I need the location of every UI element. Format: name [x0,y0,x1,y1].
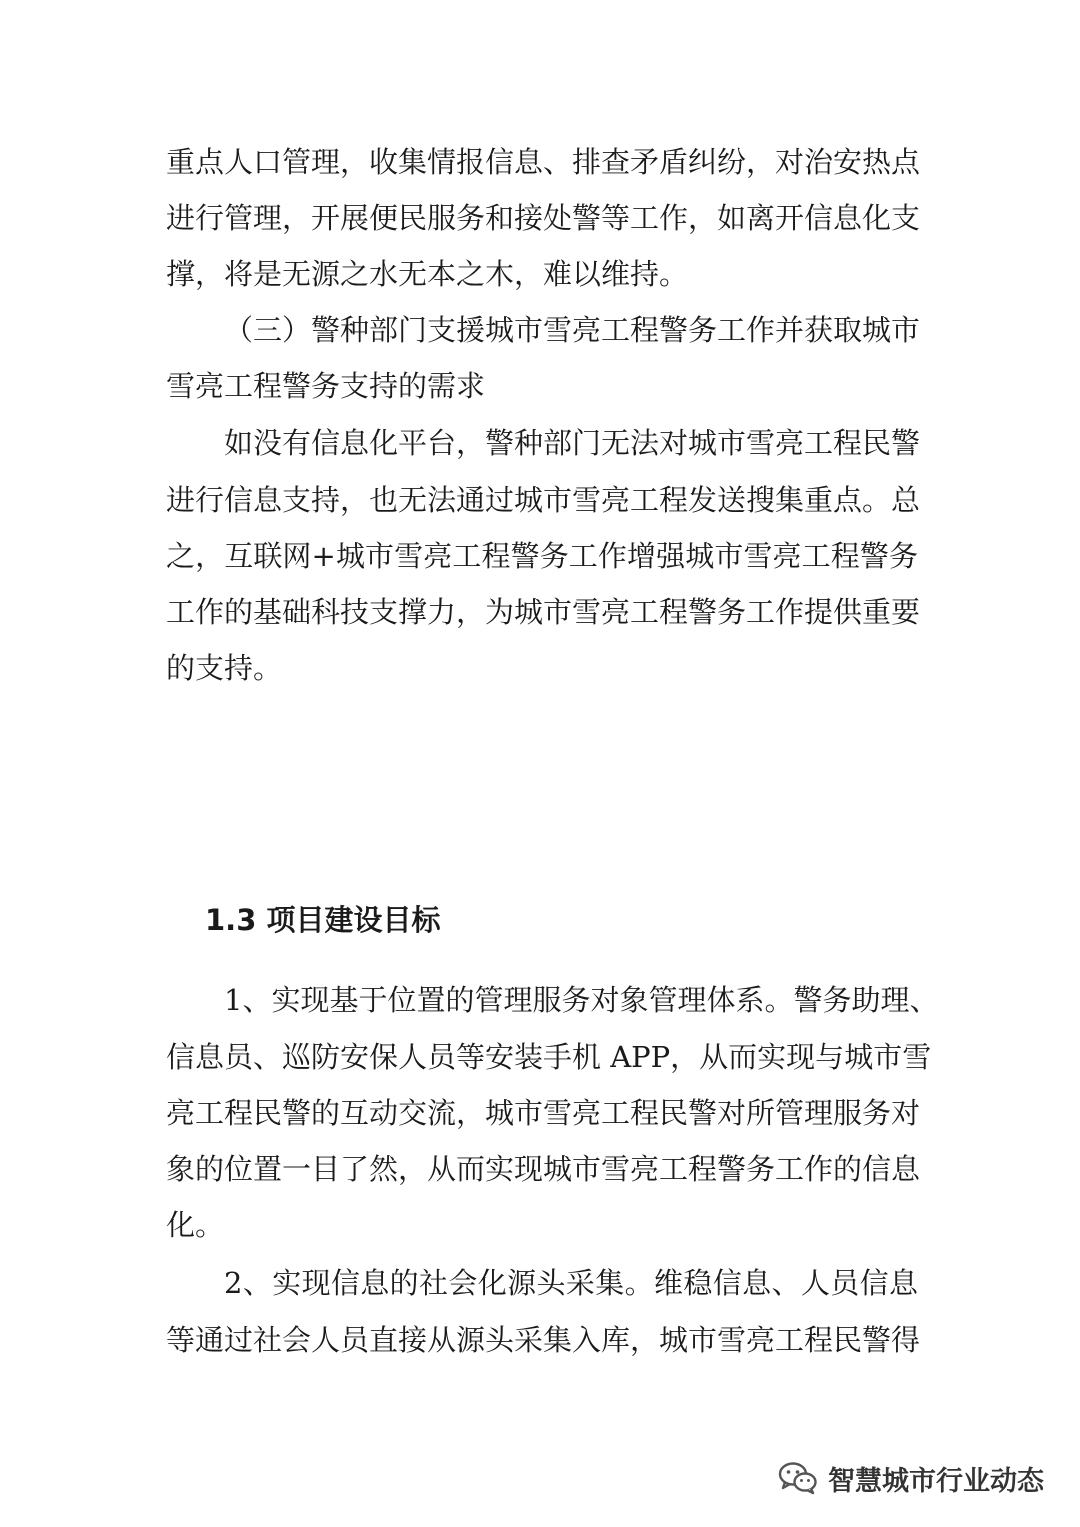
text-line: 信息员、巡防安保人员等安装手机 APP，从而实现与城市雪 [166,1040,932,1074]
text-line: 之，互联网+城市雪亮工程警务工作增强城市雪亮工程警务 [166,539,918,573]
section-heading: 1.3 项目建设目标 [205,903,441,937]
text-line: 等通过社会人员直接从源头采集入库，城市雪亮工程民警得 [166,1323,921,1357]
watermark-text: 智慧城市行业动态 [828,1465,1044,1497]
text-line: 重点人口管理，收集情报信息、排查矛盾纠纷，对治安热点 [166,145,921,179]
text-line: 的支持。 [166,651,283,685]
text-line: 2、实现信息的社会化源头采集。维稳信息、人员信息 [224,1266,918,1300]
text-line: 撑，将是无源之水无本之木，难以维持。 [166,257,689,291]
text-line: 工作的基础科技支撑力，为城市雪亮工程警务工作提供重要 [166,595,921,629]
text-line: 如没有信息化平台，警种部门无法对城市雪亮工程民警 [224,426,921,460]
watermark [778,1458,1044,1498]
wechat-icon [778,1461,818,1495]
text-line: 亮工程民警的互动交流，城市雪亮工程民警对所管理服务对 [166,1096,921,1130]
text-line: 进行信息支持，也无法通过城市雪亮工程发送搜集重点。总 [166,483,921,517]
text-line: （三）警种部门支援城市雪亮工程警务工作并获取城市 [224,313,921,347]
text-line: 进行管理，开展便民服务和接处警等工作，如离开信息化支 [166,201,921,235]
text-line: 1、实现基于位置的管理服务对象管理体系。警务助理、 [224,983,939,1017]
text-line: 象的位置一目了然，从而实现城市雪亮工程警务工作的信息 [166,1152,921,1186]
text-line: 化。 [166,1208,225,1242]
text-line: 雪亮工程警务支持的需求 [166,369,486,403]
